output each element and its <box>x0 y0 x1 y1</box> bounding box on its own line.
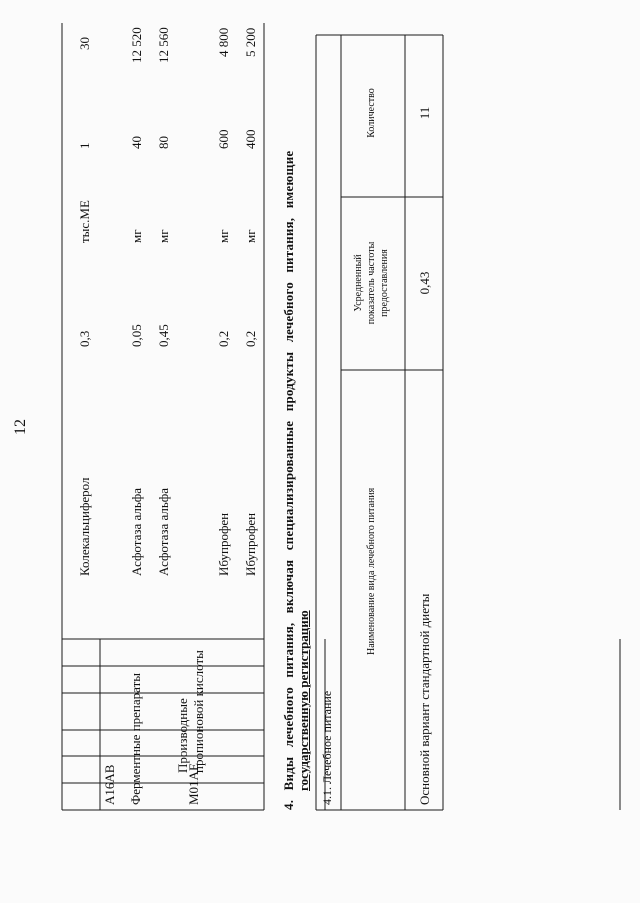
cell-unit: мг <box>243 229 258 243</box>
cell-unit: тыс.МЕ <box>77 200 92 243</box>
diet-name: Основной вариант стандартной диеты <box>417 593 432 805</box>
cell-dose: 0,2 <box>216 330 231 347</box>
cell-group: Ферментные препараты <box>128 673 143 805</box>
cell-total: 12 560 <box>156 27 171 63</box>
header-quantity: Количество <box>366 88 377 138</box>
header-frequency-line1: Усредненный <box>353 254 364 312</box>
cell-unit: мг <box>129 229 144 243</box>
cell-total: 5 200 <box>243 27 258 57</box>
header-frequency-line3: предоставления <box>379 249 390 317</box>
diet-frequency: 0,43 <box>417 271 432 295</box>
subsection-title: 4.1. Лечебное питание <box>320 690 334 805</box>
page-number: 12 <box>12 419 29 435</box>
header-frequency-line2: показатель частоты <box>366 241 377 325</box>
cell-days: 600 <box>216 129 231 149</box>
cell-days: 400 <box>243 129 258 149</box>
cell-total: 12 520 <box>129 27 144 63</box>
cell-dose: 0,3 <box>77 330 92 347</box>
cell-unit: мг <box>156 229 171 243</box>
section-heading: 4. Виды лечебного питания, включая специализированные продукты лечебного питания, имеющие <box>281 150 296 810</box>
cell-dose: 0,05 <box>129 324 144 347</box>
cell-total: 4 800 <box>216 27 231 57</box>
cell-dose: 0,2 <box>243 330 258 347</box>
cell-name: Ибупрофен <box>216 512 231 576</box>
cell-group-line1: Производные <box>175 698 190 773</box>
diet-quantity: 11 <box>417 106 432 120</box>
cell-name: Асфотаза альфа <box>156 487 171 576</box>
cell-group-line2: пропионовой кислоты <box>191 650 206 773</box>
cell-atc: A16AB <box>102 764 117 805</box>
cell-name: Ибупрофен <box>243 512 258 576</box>
section-heading-line2: государственную регистрацию <box>296 610 311 791</box>
cell-unit: мг <box>216 229 231 243</box>
cell-name: Асфотаза альфа <box>129 487 144 576</box>
cell-name: Колекальциферол <box>77 477 92 576</box>
cell-dose: 0,45 <box>156 324 171 347</box>
cell-days: 80 <box>156 136 171 149</box>
cell-days: 40 <box>129 136 144 149</box>
cell-days: 1 <box>77 142 92 149</box>
header-name: Наименование вида лечебного питания <box>366 487 377 655</box>
cell-total: 30 <box>77 37 92 50</box>
cell-atc: M01AE <box>186 763 201 805</box>
